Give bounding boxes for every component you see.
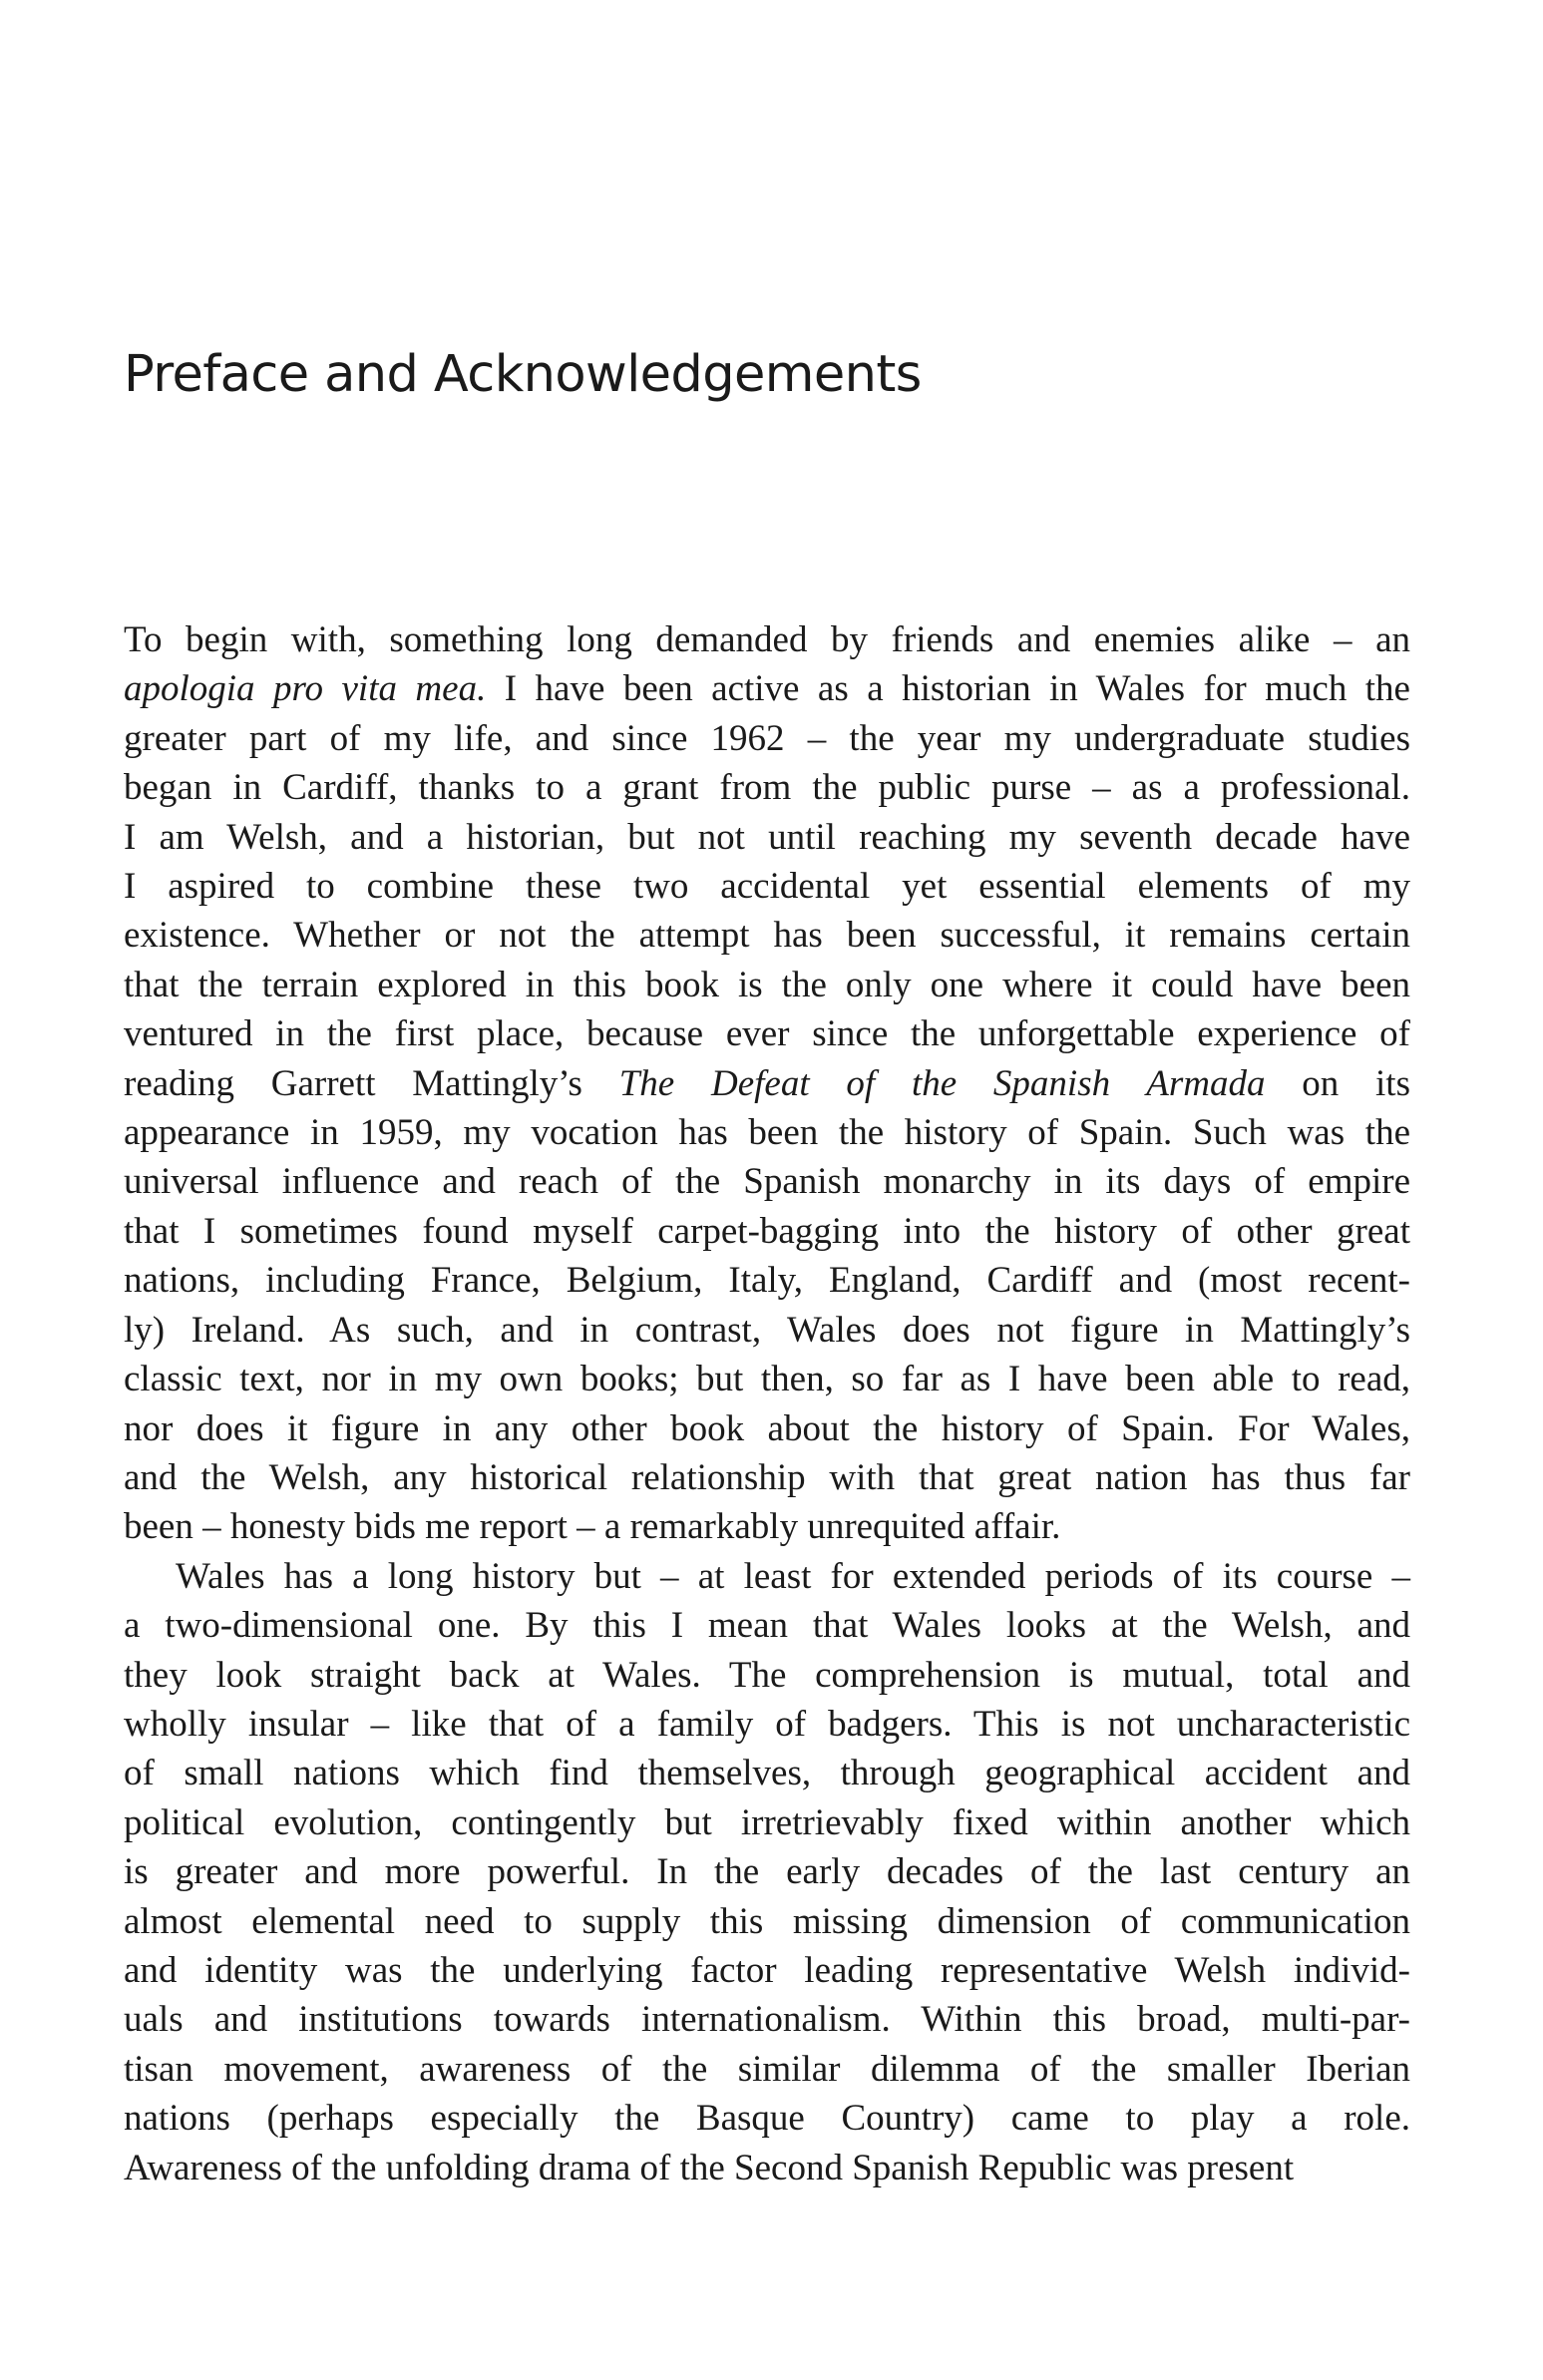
text-run: nations (perhaps especially the Basque Country) came to play a role.	[124, 2098, 1410, 2140]
text-run: been – honesty bids me report – a remarkably unrequited affair.	[124, 1506, 1061, 1548]
text-run: nor does it figure in any other book about the history of Spain. For Wales,	[124, 1407, 1410, 1449]
text-run: I aspired to combine these two accidental yet essential elements of my	[124, 866, 1410, 908]
text-line	[124, 1946, 1410, 1995]
text-run: universal influence and reach of the Spanish monarchy in its days of empire	[124, 1161, 1410, 1203]
text-line	[124, 1552, 1410, 1601]
page-title: Preface and Acknowledgements	[124, 345, 922, 404]
italic-title: The Defeat of the Spanish Armada	[618, 1062, 1266, 1104]
text-line	[124, 1009, 1410, 1058]
text-line	[124, 1059, 1410, 1108]
text-line	[124, 911, 1410, 960]
text-run: that the terrain explored in this book is the only one where it could have been	[124, 964, 1410, 1005]
text-run: greater part of my life, and since 1962 – the year my undergraduate studies	[124, 717, 1410, 759]
text-line	[124, 1700, 1410, 1749]
text-line	[124, 615, 1410, 664]
text-line	[124, 961, 1410, 1009]
text-run: Wales has a long history but – at least for extended periods of its course –	[176, 1555, 1410, 1597]
text-line	[124, 664, 1410, 713]
text-run: reading Garrett Mattingly’s	[124, 1062, 619, 1104]
paragraph-2	[124, 1552, 1410, 2192]
text-run: wholly insular – like that of a family of badgers. This is not uncharacteristic	[124, 1703, 1410, 1745]
text-run: tisan movement, awareness of the similar dilemma of the smaller Iberian	[124, 2048, 1410, 2090]
text-line	[124, 1256, 1410, 1305]
text-line	[124, 1355, 1410, 1403]
text-run: ly) Ireland. As such, and in contrast, Wales does not figure in Mattingly’s	[124, 1309, 1410, 1351]
text-run: that I sometimes found myself carpet-bagging into the history of other great	[124, 1210, 1410, 1252]
text-run: To begin with, something long demanded by friends and enemies alike – an	[124, 619, 1410, 660]
text-line	[124, 1306, 1410, 1355]
text-line	[124, 862, 1410, 911]
text-line	[124, 1897, 1410, 1946]
text-run: ventured in the first place, because ever since the unforgettable experience of	[124, 1013, 1410, 1055]
text-line	[124, 1108, 1410, 1157]
body-text	[124, 615, 1410, 2192]
italic-title: apologia pro vita mea.	[124, 668, 487, 710]
text-run: appearance in 1959, my vocation has been the history of Spain. Such was the	[124, 1112, 1410, 1154]
text-line	[124, 1157, 1410, 1206]
text-line	[124, 2045, 1410, 2094]
text-run: they look straight back at Wales. The comprehension is mutual, total and	[124, 1654, 1410, 1696]
text-line	[124, 2144, 1410, 2192]
text-line	[124, 1207, 1410, 1256]
text-line	[124, 2094, 1410, 2143]
text-run: and the Welsh, any historical relationship with that great nation has thus far	[124, 1456, 1410, 1498]
text-run: Awareness of the unfolding drama of the Second Spanish Republic was present	[124, 2147, 1295, 2188]
text-run: a two-dimensional one. By this I mean that Wales looks at the Welsh, and	[124, 1605, 1410, 1647]
text-line	[124, 1502, 1410, 1551]
text-line	[124, 1847, 1410, 1896]
text-line	[124, 813, 1410, 862]
text-run: is greater and more powerful. In the early decades of the last century an	[124, 1851, 1410, 1893]
text-line	[124, 1749, 1410, 1797]
text-run: classic text, nor in my own books; but then, so far as I have been able to read,	[124, 1359, 1410, 1400]
text-line	[124, 1798, 1410, 1847]
text-run: I have been active as a historian in Wales for much the	[486, 668, 1410, 710]
text-run: on its	[1265, 1062, 1410, 1104]
text-run: and identity was the underlying factor leading representative Welsh individ-	[124, 1949, 1410, 1991]
text-run: existence. Whether or not the attempt has been successful, it remains certain	[124, 915, 1410, 957]
text-line	[124, 763, 1410, 812]
text-run: political evolution, contingently but irretrievably fixed within another which	[124, 1801, 1410, 1843]
text-line	[124, 714, 1410, 763]
text-run: began in Cardiff, thanks to a grant from the public purse – as a professional.	[124, 767, 1410, 809]
text-line	[124, 1651, 1410, 1700]
text-run: I am Welsh, and a historian, but not until reaching my seventh decade have	[124, 816, 1410, 858]
text-line	[124, 1995, 1410, 2044]
text-run: almost elemental need to supply this missing dimension of communication	[124, 1900, 1410, 1942]
text-line	[124, 1453, 1410, 1502]
text-line	[124, 1404, 1410, 1453]
text-run: nations, including France, Belgium, Italy, England, Cardiff and (most recent-	[124, 1260, 1410, 1302]
text-run: of small nations which find themselves, through geographical accident and	[124, 1753, 1410, 1794]
paragraph-1	[124, 615, 1410, 1552]
text-line	[124, 1601, 1410, 1650]
text-run: uals and institutions towards internationalism. Within this broad, multi-par-	[124, 1999, 1410, 2041]
